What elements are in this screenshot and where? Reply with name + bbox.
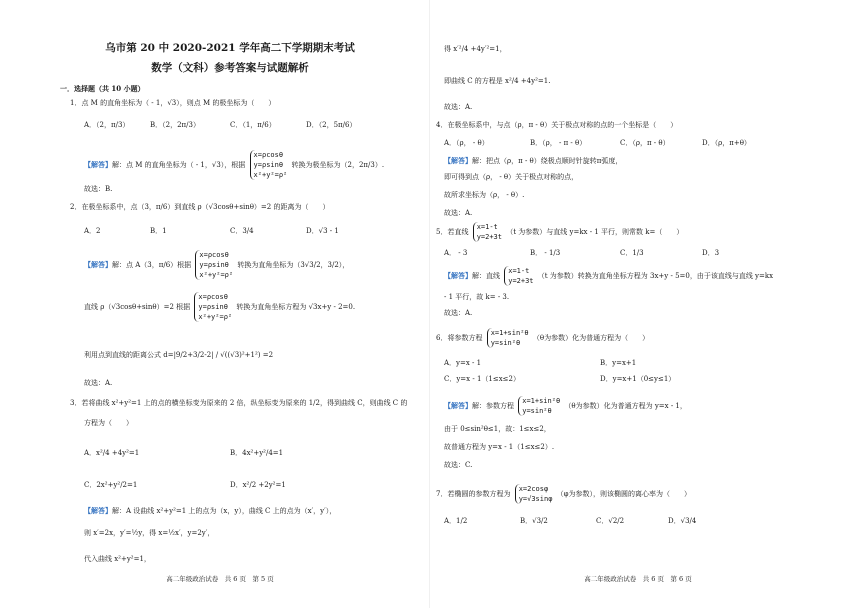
q1-option-a: A．（2，π/3）: [84, 121, 130, 129]
q3-conclusion: 故选：A.: [444, 103, 473, 111]
q6-stem: [436, 328, 649, 348]
q7-option-c: C．√2/2: [596, 517, 625, 525]
q2-stem: 2．在极坐标系中，点（3，π/6）到直线 ρ（√3cosθ+sinθ）=2 的距离为（ ）: [70, 203, 330, 211]
equation-line: x=ρcosθ: [198, 293, 228, 301]
q1-solution-end: 转换为极坐标为（2，2π/3）.: [291, 161, 385, 169]
q6-solution: [444, 396, 687, 416]
equation-line: x²+y²=ρ²: [198, 313, 233, 321]
q3-cont-line-2: 即曲线 C 的方程是 x²/4 +4y²=1.: [444, 77, 551, 85]
q5-option-a: A． - 3: [444, 249, 468, 257]
q4-option-c: C．（ρ，π - θ）: [620, 139, 670, 147]
q5-solution-pre: 解：直线: [472, 272, 500, 280]
q7-equation-system: [515, 484, 553, 504]
q4-conclusion: 故选：A.: [444, 209, 473, 217]
q2-solution-end: 转换为直角坐标为（3√3/2，3/2），: [237, 261, 350, 269]
q4-solution-text: 解：把点（ρ，π - θ）绕极点顺时针旋转π弧度，: [472, 157, 623, 165]
q5-conclusion: 故选：A.: [444, 309, 473, 317]
q3-cont-line-1: 得 x′²/4 +4y′²=1，: [444, 45, 507, 53]
q6-option-b: B．y=x+1: [600, 359, 637, 367]
q4-option-b: B．（ρ， - π - θ）: [530, 139, 587, 147]
q5-stem-post: （t 为参数）与直线 y=kx - 1 平行，则常数 k=（ ）: [506, 228, 684, 236]
q4-solution-2: 即可得到点（ρ， - θ）关于极点对称的点，: [444, 173, 579, 181]
answer-tag: 【解答】: [84, 260, 112, 269]
equation-line: y=sin²θ: [490, 339, 521, 347]
q6-conclusion: 故选：C.: [444, 461, 473, 469]
q3-stem: 3．若将曲线 x²+y²=1 上的点的横坐标变为原来的 2 倍，纵坐标变为原来的 1/2，得到曲线 C，则曲线 C 的: [70, 399, 408, 407]
q2-solution-2: [84, 292, 355, 322]
q5-solution: [444, 266, 773, 286]
q1-conclusion: 故选：B.: [84, 185, 113, 193]
q7-stem-post: （φ为参数），则该椭圆的离心率为（ ）: [556, 490, 692, 498]
equation-line: x=ρcosθ: [253, 151, 284, 159]
answer-tag: 【解答】: [84, 506, 112, 515]
q2-solution-1: [84, 250, 349, 280]
q5-solution-equation-system: [504, 266, 533, 286]
q6-solution-equation-system: [518, 396, 560, 416]
equation-line: x²+y²=ρ²: [253, 171, 288, 179]
q4-option-d: D．（ρ，π+θ）: [702, 139, 751, 147]
q6-option-c: C．y=x - 1（1≤x≤2）: [444, 375, 520, 383]
q6-option-a: A．y=x - 1: [444, 359, 482, 367]
q1-option-c: C．（1，π/6）: [230, 121, 276, 129]
q7-stem-pre: 7．若椭圆的参数方程为: [436, 490, 511, 498]
q6-option-d: D．y=x+1（0≤y≤1）: [600, 375, 676, 383]
section-heading: 一．选择题（共 10 小题）: [60, 84, 145, 93]
equation-line: y=√3sinφ: [518, 495, 553, 503]
q5-stem: [436, 222, 683, 242]
q4-stem: 4．在极坐标系中，与点（ρ，π - θ）关于极点对称的点的一个坐标是（ ）: [436, 121, 678, 129]
equation-line: x=2cosφ: [518, 485, 549, 493]
q3-option-a: A．x²/4 +4y²=1: [84, 449, 140, 457]
q4-solution: [444, 156, 622, 166]
q5-solution-post: （t 为参数）转换为直角坐标方程为 3x+y - 5=0，由于该直线与直线 y=kx: [537, 272, 774, 280]
q3-stem-cont: 方程为（ ）: [84, 419, 133, 427]
q5-option-c: C．1/3: [620, 249, 644, 257]
page-footer-right: 高二年级政治试卷 共 6 页 第 6 页: [584, 575, 692, 583]
answer-tag: 【解答】: [444, 401, 472, 410]
q2-equation-system-2: [194, 292, 232, 322]
q7-option-d: D．√3/4: [668, 517, 697, 525]
q5-solution-2: - 1 平行，故 k= - 3.: [444, 293, 510, 301]
exam-subtitle: 数学（文科）参考答案与试题解析: [151, 62, 309, 74]
q2-option-b: B．1: [150, 227, 167, 235]
right-page: [430, 0, 860, 608]
equation-line: x=1-t: [476, 223, 498, 231]
q1-option-b: B．（2，2π/3）: [150, 121, 200, 129]
equation-line: y=sin²θ: [522, 407, 552, 415]
q6-solution-2: 由于 0≤sin²θ≤1，故：1≤x≤2，: [444, 425, 551, 433]
q6-stem-pre: 6．将参数方程: [436, 334, 483, 342]
q7-option-b: B．√3/2: [520, 517, 548, 525]
equation-line: x²+y²=ρ²: [199, 271, 234, 279]
page-footer-left: 高二年级政治试卷 共 6 页 第 5 页: [166, 575, 274, 583]
q2-solution-end-2: 转换为直角坐标方程为 √3x+y - 2=0.: [236, 303, 356, 311]
q6-stem-post: （θ为参数）化为普通方程为（ ）: [532, 334, 650, 342]
q5-stem-pre: 5．若直线: [436, 228, 469, 236]
q6-solution-pre: 解：参数方程: [472, 402, 514, 410]
equation-line: y=2+3t: [476, 233, 502, 241]
q1-stem: 1．点 M 的直角坐标为（ - 1，√3），则点 M 的极坐标为（ ）: [70, 99, 276, 107]
q1-equation-system: [250, 150, 288, 180]
answer-tag: 【解答】: [444, 271, 472, 280]
exam-title: 乌市第 20 中 2020-2021 学年高二下学期期末考试: [105, 42, 355, 54]
equation-line: y=ρsinθ: [198, 303, 228, 311]
q7-option-a: A．1/2: [444, 517, 468, 525]
q3-option-c: C．2x²+y²/2=1: [84, 481, 138, 489]
answer-tag: 【解答】: [444, 156, 472, 165]
q3-solution-3: 代入曲线 x²+y²=1，: [84, 555, 151, 563]
q2-option-a: A．2: [84, 227, 101, 235]
q2-solution-text: 解：点 A（3，π/6）根据: [112, 261, 192, 269]
equation-line: y=2+3t: [508, 277, 534, 285]
q4-solution-3: 故所求坐标为（ρ， - θ）.: [444, 191, 525, 199]
equation-line: y=ρsinθ: [199, 261, 229, 269]
q1-solution: [84, 150, 384, 180]
q2-solution-text-2: 直线 ρ（√3cosθ+sinθ）=2 根据: [84, 303, 191, 311]
q5-option-b: B． - 1/3: [530, 249, 561, 257]
q2-conclusion: 故选：A.: [84, 379, 113, 387]
equation-line: y=ρsinθ: [253, 161, 284, 169]
q2-option-d: D．√3 - 1: [306, 227, 339, 235]
q6-solution-3: 故普通方程为 y=x - 1（1≤x≤2）.: [444, 443, 555, 451]
q6-equation-system: [487, 328, 529, 348]
q6-solution-post: （θ为参数）化为普通方程为 y=x - 1，: [564, 402, 687, 410]
q3-option-b: B．4x²+y²/4=1: [230, 449, 284, 457]
q3-option-d: D．x²/2 +2y²=1: [230, 481, 286, 489]
q1-option-d: D．（2，5π/6）: [306, 121, 357, 129]
q3-solution-text: 解：A 设曲线 x²+y²=1 上的点为（x，y），曲线 C 上的点为（x′，y′），: [112, 507, 337, 515]
q4-option-a: A．（ρ， - θ）: [444, 139, 489, 147]
q5-equation-system: [473, 222, 502, 242]
q3-solution-2: 则 x′=2x，y′=½y，得 x=½x′，y=2y′，: [84, 529, 215, 537]
equation-line: x=1+sin²θ: [490, 329, 529, 337]
q2-distance-formula: 利用点到直线的距离公式 d=|9/2+3/2-2| / √((√3)²+1²) =2: [84, 351, 274, 359]
answer-tag: 【解答】: [84, 160, 112, 169]
q2-equation-system-1: [195, 250, 233, 280]
q7-stem: [436, 484, 691, 504]
q1-solution-text: 解：点 M 的直角坐标为（ - 1，√3），根据: [112, 161, 246, 169]
equation-line: x=1+sin²θ: [522, 397, 561, 405]
equation-line: x=1-t: [508, 267, 530, 275]
q2-option-c: C．3/4: [230, 227, 254, 235]
equation-line: x=ρcosθ: [199, 251, 229, 259]
q5-option-d: D．3: [702, 249, 720, 257]
q3-solution: [84, 506, 336, 516]
